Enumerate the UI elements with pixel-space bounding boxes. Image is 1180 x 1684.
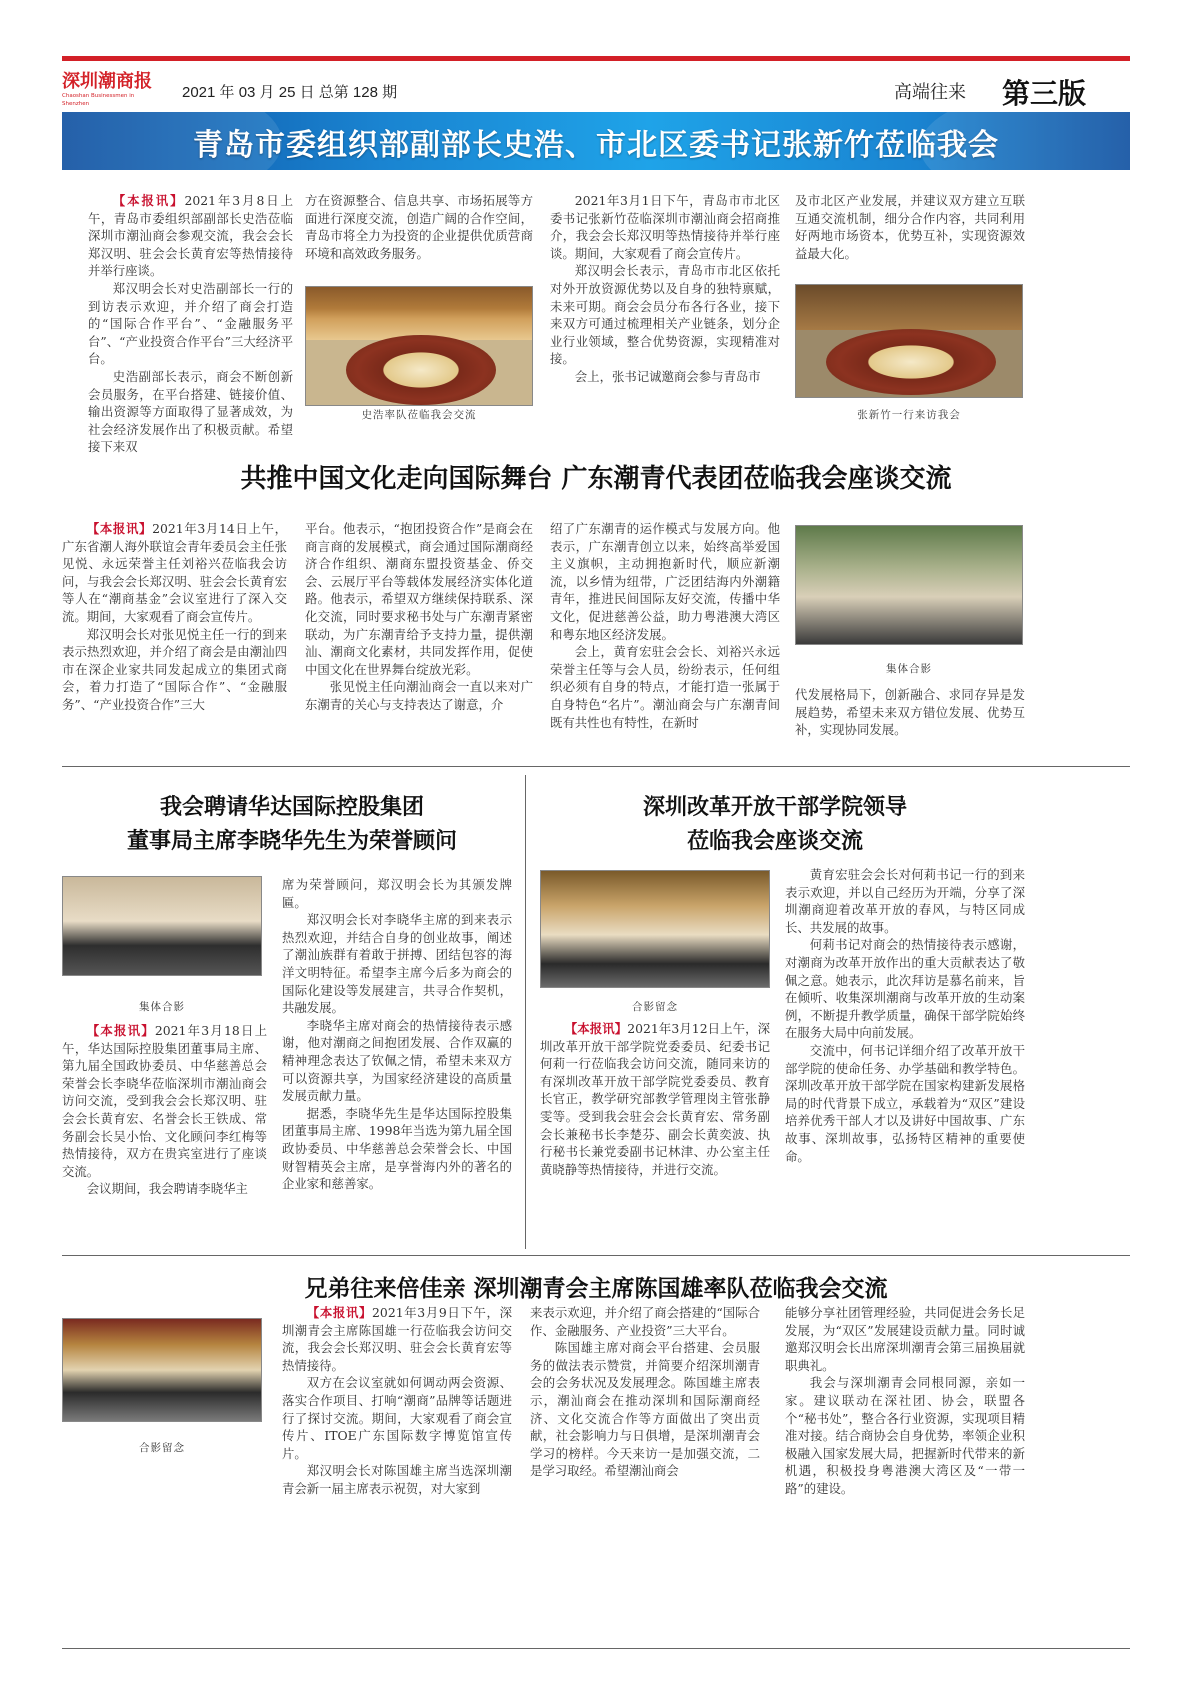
article2-headline: 共推中国文化走向国际舞台 广东潮青代表团莅临我会座谈交流 xyxy=(240,464,952,494)
article3-headline-line1: 我会聘请华达国际控股集团 xyxy=(159,795,424,820)
article3-column-2: 席为荣誉顾问，郑汉明会长为其颁发牌匾。 郑汉明会长对李晓华主席的到来表示热烈欢迎，并结合自身的创业故事，阐述了潮汕族群有着敢于拼搏、团结包容的海洋文明特征。希望李主席今后多为商会的国际化建设等发展建言，共寻合作契机，共融发展。 李晓华主席对商会的热情接待表示感谢，他对潮商之间抱团发展、合作双赢的精神理念表达了钦佩之情，希望未来双方可以资源共享，为国家经济建设的高质量发展贡献力量。 据悉，李晓华先生是华达国际控股集团董事局主席、1998年当选为第九届全国政协委员、中华慈善总会荣誉会长、中国财智精英会主席，是享誉海内外的著名的企业家和慈善家。 xyxy=(282,877,512,1192)
divider-horizontal-1 xyxy=(62,766,1130,767)
masthead-rule xyxy=(62,56,1130,61)
article1-caption-2: 张新竹一行来访我会 xyxy=(857,409,961,421)
newspaper-logo: 深圳潮商报 Chaoshan Businessmen in Shenzhen xyxy=(62,71,152,107)
article2-photo-group xyxy=(795,525,1023,645)
article1-photo-visit xyxy=(795,284,1023,398)
article3-photo-group xyxy=(62,876,262,976)
article4-column-2: 黄育宏驻会会长对何莉书记一行的到来表示欢迎，并以自己经历为开端，分享了深圳潮商迎着改革开放的春风，与特区同成长、共发展的故事。 何莉书记对商会的热情接待表示感谢，对潮商为改革开放作出的重大贡献表达了敬佩之意。她表示，此次拜访是慕名前来，旨在倾听、收集深圳潮商与改革开放的生动案例，不断提升教学质量，确保干部学院始终在服务大局中向前发展。 交流中，何书记详细介绍了改革开放干部学院的使命任务、办学基础和教学特色。深圳改革开放干部学院在国家构建新发展格局的时代背景下成立，承载着为“双区”建设培养优秀干部人才以及讲好中国故事、广东故事、深圳故事，弘扬特区精神的重要使命。 xyxy=(785,867,1025,1164)
article5-headline: 兄弟往来倍佳亲 深圳潮青会主席陈国雄率队莅临我会交流 xyxy=(304,1276,888,1302)
article1-column-4: 及市北区产业发展，并建议双方建立互联互通交流机制，细分合作内容，共同利用好两地市场资本，优势互补，实现资源效益最大化。 xyxy=(795,193,1025,261)
article5-photo-group xyxy=(62,1318,262,1422)
article4-column-1: 【本报讯】2021年3月12日上午，深圳改革开放干部学院党委委员、纪委书记何莉一行莅临我会访问交流，随同来访的有深圳改革开放干部学院党委委员、教育长官正，教学研究部教学管理岗主管张静雯等。受到我会驻会会长黄育宏、常务副会长兼秘书长李楚芬、副会长黄奕波、执行秘书长兼党委副书记林津、办公室主任黄晓静等热情接待，并进行交流。 xyxy=(540,1021,771,1177)
article3-caption: 集体合影 xyxy=(139,1001,185,1013)
article2-column-2: 平台。他表示，“抱团投资合作”是商会在商言商的发展模式，商会通过国际潮商经济合作组织、潮商东盟投资基金、侨交会、云展厅平台等载体发展经济实体化道路。他表示，希望双方继续保持联系、深化交流，同时要求秘书处与广东潮青紧密联动，为广东潮青给予支持力量，提供潮汕、潮商文化素材，共同发挥作用，促使中国文化在世界舞台绽放光彩。 张见悦主任向潮汕商会一直以来对广东潮青的关心与支持表达了谢意，介 xyxy=(305,521,533,712)
article5-column-1: 【本报讯】2021年3月9日下午，深圳潮青会主席陈国雄一行莅临我会访问交流，我会会长郑汉明、驻会会长黄育宏等热情接待。 双方在会议室就如何调动两会资源、落实合作项目、打响“潮商”品牌等话题进行了探讨交流。期间，大家观看了商会宣传片、ITOE广东国际数字博览馆宣传片。 郑汉明会长对陈国雄主席当选深圳潮青会新一届主席表示祝贺，对大家到 xyxy=(282,1305,512,1496)
article1-headline: 青岛市委组织部副部长史浩、市北区委书记张新竹莅临我会 xyxy=(193,128,999,163)
divider-vertical xyxy=(525,775,526,1249)
article5-caption: 合影留念 xyxy=(139,1442,185,1454)
issue-date: 2021 年 03 月 25 日 总第 128 期 xyxy=(182,84,398,101)
article1-column-1: 【本报讯】2021年3月8日上午，青岛市委组织部副部长史浩莅临深圳市潮汕商会参观交流，我会会长郑汉明、驻会会长黄育宏等热情接待并举行座谈。 郑汉明会长对史浩副部长一行的到访表示欢迎，并介绍了商会打造的“国际合作平台”、“金融服务平台”、“产业投资合作平台”三大经济平台。 史浩副部长表示，商会不断创新会员服务，在平台搭建、链接价值、输出资源等方面取得了显著成效，为社会经济发展作出了积极贡献。希望接下来双 xyxy=(88,193,293,455)
footer-rule xyxy=(62,1648,1130,1649)
article3-headline-line2: 董事局主席李晓华先生为荣誉顾问 xyxy=(126,829,457,854)
page-number: 第三版 xyxy=(1002,77,1087,110)
article4-headline-line2: 莅临我会座谈交流 xyxy=(686,829,863,854)
article2-column-4: 代发展格局下，创新融合、求同存异是发展趋势，希望未来双方错位发展、优势互补，实现协同发展。 xyxy=(795,687,1025,738)
article1-photo-meeting xyxy=(305,286,533,406)
article4-caption: 合影留念 xyxy=(632,1001,678,1013)
article4-headline-line1: 深圳改革开放干部学院领导 xyxy=(642,795,907,820)
article4-photo-group xyxy=(540,870,770,988)
article2-caption: 集体合影 xyxy=(886,663,932,675)
article3-column-1: 【本报讯】2021年3月18日上午，华达国际控股集团董事局主席、第九届全国政协委员、中华慈善总会荣誉会长李晓华莅临深圳市潮汕商会访问交流，受到我会会长郑汉明、驻会会长黄育宏、名誉会长王铁成、常务副会长吴小怡、文化顾问李红梅等热情接待，双方在贵宾室进行了座谈交流。 会议期间，我会聘请李晓华主 xyxy=(62,1023,267,1197)
article2-column-1: 【本报讯】2021年3月14日上午，广东省潮人海外联谊会青年委员会主任张见悦、永远荣誉主任刘裕兴莅临我会访问，与我会会长郑汉明、驻会会长黄育宏等人在“潮商基金”会议室进行了深入交流。期间，大家观看了商会宣传片。 郑汉明会长对张见悦主任一行的到来表示热烈欢迎，并介绍了商会是由潮汕四市在深企业家共同发起成立的集团式商会，着力打造了“国际合作”、“金融服务”、“产业投资合作”三大 xyxy=(62,521,288,712)
divider-horizontal-2 xyxy=(62,1255,1130,1256)
article1-caption-1: 史浩率队莅临我会交流 xyxy=(361,409,477,421)
article1-column-2: 方在资源整合、信息共享、市场拓展等方面进行深度交流，创造广阔的合作空间，青岛市将全力为投资的企业提供优质营商环境和高效政务服务。 xyxy=(305,193,533,261)
masthead xyxy=(62,70,1130,110)
article2-column-3: 绍了广东潮青的运作模式与发展方向。他表示，广东潮青创立以来，始终高举爱国主义旗帜，主动拥抱新时代，顺应新潮流，以乡情为纽带，广泛团结海内外潮籍青年，推进民间国际友好交流，传播中华文化，促进慈善公益，助力粤港澳大湾区和粤东地区经济发展。 会上，黄育宏驻会会长、刘裕兴永远荣誉主任等与会人员，纷纷表示，任何组织必须有自身的特点，才能打造一张属于自身特色“名片”。潮汕商会与广东潮青间既有共性也有特性，在新时 xyxy=(550,521,780,730)
section-name: 高端往来 xyxy=(894,82,966,103)
article1-column-3: 2021年3月1日下午，青岛市市北区委书记张新竹莅临深圳市潮汕商会招商推介，我会会长郑汉明等热情接待并举行座谈。期间，大家观看了商会宣传片。 郑汉明会长表示，青岛市市北区依托对外开放资源优势以及自身的独特禀赋，未来可期。商会会员分布各行各业，接下来双方可通过梳理相关产业链条，划分企业行业领域，整合优势资源，实现精准对接。 会上，张书记诚邀商会参与青岛市 xyxy=(550,193,780,384)
article5-column-3: 能够分享社团管理经验，共同促进会务长足发展，为“双区”发展建设贡献力量。同时诚邀郑汉明会长出席深圳潮青会第三届换届就职典礼。 我会与深圳潮青会同根同源，亲如一家。建议联动在深社团、协会，联盟各个“秘书处”，整合各行业资源，实现项目精准对接。结合商协会自身优势，率领企业积极融入国家发展大局，把握新时代带来的新机遇，积极投身粤港澳大湾区及“一带一路”的建设。 xyxy=(785,1305,1025,1496)
article1-banner xyxy=(62,112,1130,170)
article5-column-2: 来表示欢迎，并介绍了商会搭建的“国际合作、金融服务、产业投资”三大平台。 陈国雄主席对商会平台搭建、会员服务的做法表示赞赏，并简要介绍深圳潮青会的会务状况及发展理念。陈国雄主席表示，潮汕商会在推动深圳和国际潮商经济、文化交流合作等方面做出了突出贡献，社会影响力与日俱增，是深圳潮青会学习的榜样。今天来访一是加强交流，二是学习取经。希望潮汕商会 xyxy=(530,1305,760,1479)
